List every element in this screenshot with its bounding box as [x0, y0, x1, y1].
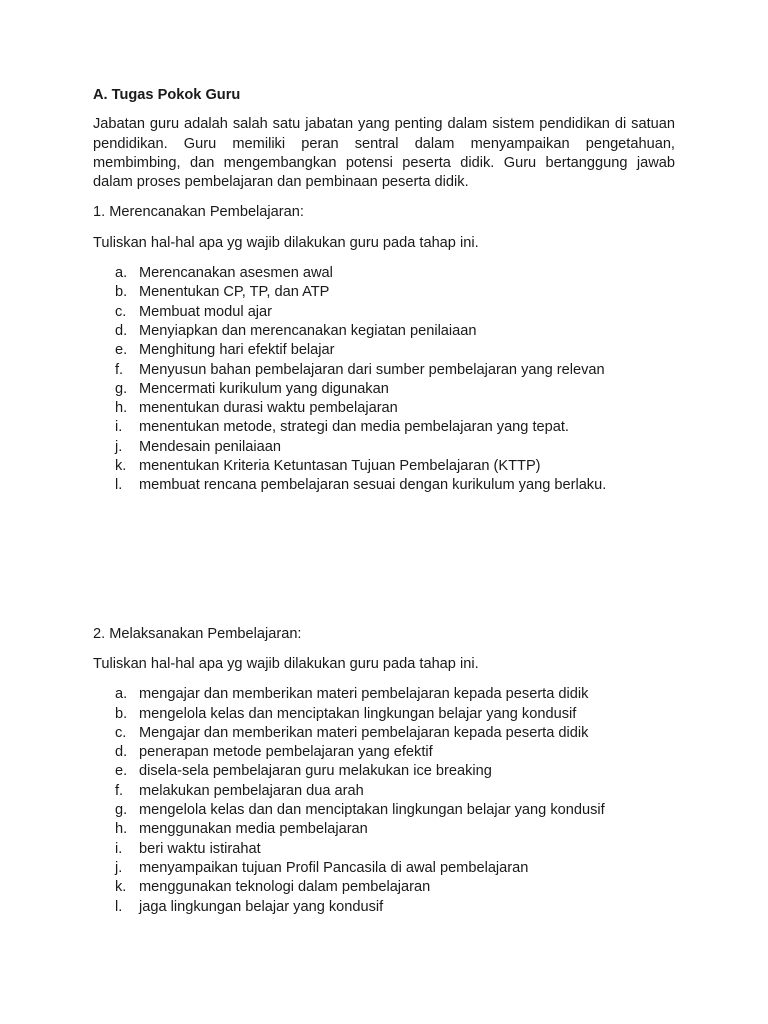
list-item-text: disela-sela pembelajaran guru melakukan ice breaking — [139, 763, 492, 780]
list-item-text: Membuat modul ajar — [139, 303, 273, 320]
list-item-text: mengelola kelas dan dan menciptakan lingkungan belajar yang kondusif — [139, 802, 605, 819]
document-page — [93, 86, 675, 917]
section-1-prompt: Tuliskan hal-hal apa yg wajib dilakukan guru pada tahap ini. — [93, 234, 479, 251]
list-item — [93, 801, 675, 820]
list-item-text: menentukan Kriteria Ketuntasan Tujuan Pembelajaran (KTTP) — [139, 458, 541, 475]
section-a-intro: Jabatan guru adalah salah satu jabatan yang penting dalam sistem pendidikan di satuan pendidikan. Guru memiliki peran sentral dalam menyampaikan pengetahuan, membimbing, dan mengembangkan potensi peserta didik. Guru bertanggung jawab dalam proses pembelajaran dan pembinaan peserta didik. — [93, 116, 675, 191]
list-item — [93, 457, 675, 476]
section-1-title: 1. Merencanakan Pembelajaran: — [93, 204, 304, 221]
list-item-marker: i. — [115, 840, 123, 857]
list-item-text: Menentukan CP, TP, dan ATP — [139, 284, 330, 301]
list-item-marker: d. — [115, 322, 128, 339]
list-item-marker: g. — [115, 802, 128, 819]
list-item-marker: l. — [115, 898, 123, 915]
list-item — [93, 898, 675, 917]
list-item-marker: k. — [115, 458, 127, 475]
list-item-text: Menyusun bahan pembelajaran dari sumber pembelajaran yang relevan — [139, 361, 605, 378]
list-item-marker: l. — [115, 477, 123, 494]
list-item-marker: e. — [115, 763, 128, 780]
list-item-marker: f. — [115, 361, 124, 378]
list-item-marker: d. — [115, 744, 128, 761]
list-item-marker: f. — [115, 782, 124, 799]
list-item-marker: e. — [115, 342, 128, 359]
list-item — [93, 859, 675, 878]
list-item — [93, 840, 675, 859]
list-item — [93, 820, 675, 839]
list-item-text: Mengajar dan memberikan materi pembelajaran kepada peserta didik — [139, 724, 589, 741]
list-item-text: Mendesain penilaiaan — [139, 438, 281, 455]
list-item — [93, 361, 675, 380]
list-item-marker: j. — [115, 859, 123, 876]
section-1-list — [93, 264, 675, 496]
list-item-text: mengajar dan memberikan materi pembelajaran kepada peserta didik — [139, 686, 589, 703]
list-item — [93, 685, 675, 704]
list-item-marker: b. — [115, 705, 128, 722]
list-item — [93, 264, 675, 283]
section-2-list — [93, 685, 675, 917]
list-item — [93, 380, 675, 399]
list-item-marker: c. — [115, 724, 127, 741]
list-item-marker: j. — [115, 438, 123, 455]
list-item — [93, 438, 675, 457]
list-item-text: menentukan metode, strategi dan media pembelajaran yang tepat. — [139, 419, 569, 436]
list-item-marker: k. — [115, 879, 127, 896]
list-item-text: beri waktu istirahat — [139, 840, 261, 857]
list-item — [93, 705, 675, 724]
list-item — [93, 418, 675, 437]
list-item — [93, 724, 675, 743]
list-item — [93, 782, 675, 801]
list-item-text: penerapan metode pembelajaran yang efektif — [139, 744, 433, 761]
list-item-text: jaga lingkungan belajar yang kondusif — [139, 898, 384, 915]
list-item-text: Menghitung hari efektif belajar — [139, 342, 335, 359]
list-item-text: melakukan pembelajaran dua arah — [139, 782, 364, 799]
list-item-marker: h. — [115, 400, 128, 417]
blank-space — [93, 496, 675, 625]
list-item-text: Merencanakan asesmen awal — [139, 265, 333, 282]
list-item — [93, 341, 675, 360]
list-item-text: menggunakan media pembelajaran — [139, 821, 368, 838]
list-item-text: Menyiapkan dan merencanakan kegiatan penilaiaan — [139, 322, 477, 339]
list-item-marker: h. — [115, 821, 128, 838]
list-item — [93, 283, 675, 302]
section-2-prompt: Tuliskan hal-hal apa yg wajib dilakukan guru pada tahap ini. — [93, 655, 479, 672]
section-a-heading: A. Tugas Pokok Guru — [93, 87, 241, 103]
list-item — [93, 762, 675, 781]
list-item-text: Mencermati kurikulum yang digunakan — [139, 380, 389, 397]
list-item — [93, 303, 675, 322]
list-item-marker: b. — [115, 284, 128, 301]
section-2-title: 2. Melaksanakan Pembelajaran: — [93, 625, 302, 642]
list-item-text: menggunakan teknologi dalam pembelajaran — [139, 879, 431, 896]
list-item-marker: a. — [115, 265, 128, 282]
list-item-marker: a. — [115, 686, 128, 703]
list-item — [93, 322, 675, 341]
list-item — [93, 878, 675, 897]
list-item-marker: c. — [115, 303, 127, 320]
list-item-marker: g. — [115, 380, 128, 397]
list-item-text: membuat rencana pembelajaran sesuai dengan kurikulum yang berlaku. — [139, 477, 607, 494]
list-item — [93, 399, 675, 418]
list-item — [93, 476, 675, 495]
list-item-text: mengelola kelas dan menciptakan lingkungan belajar yang kondusif — [139, 705, 577, 722]
list-item-text: menyampaikan tujuan Profil Pancasila di awal pembelajaran — [139, 859, 529, 876]
list-item-marker: i. — [115, 419, 123, 436]
list-item-text: menentukan durasi waktu pembelajaran — [139, 400, 398, 417]
list-item — [93, 743, 675, 762]
